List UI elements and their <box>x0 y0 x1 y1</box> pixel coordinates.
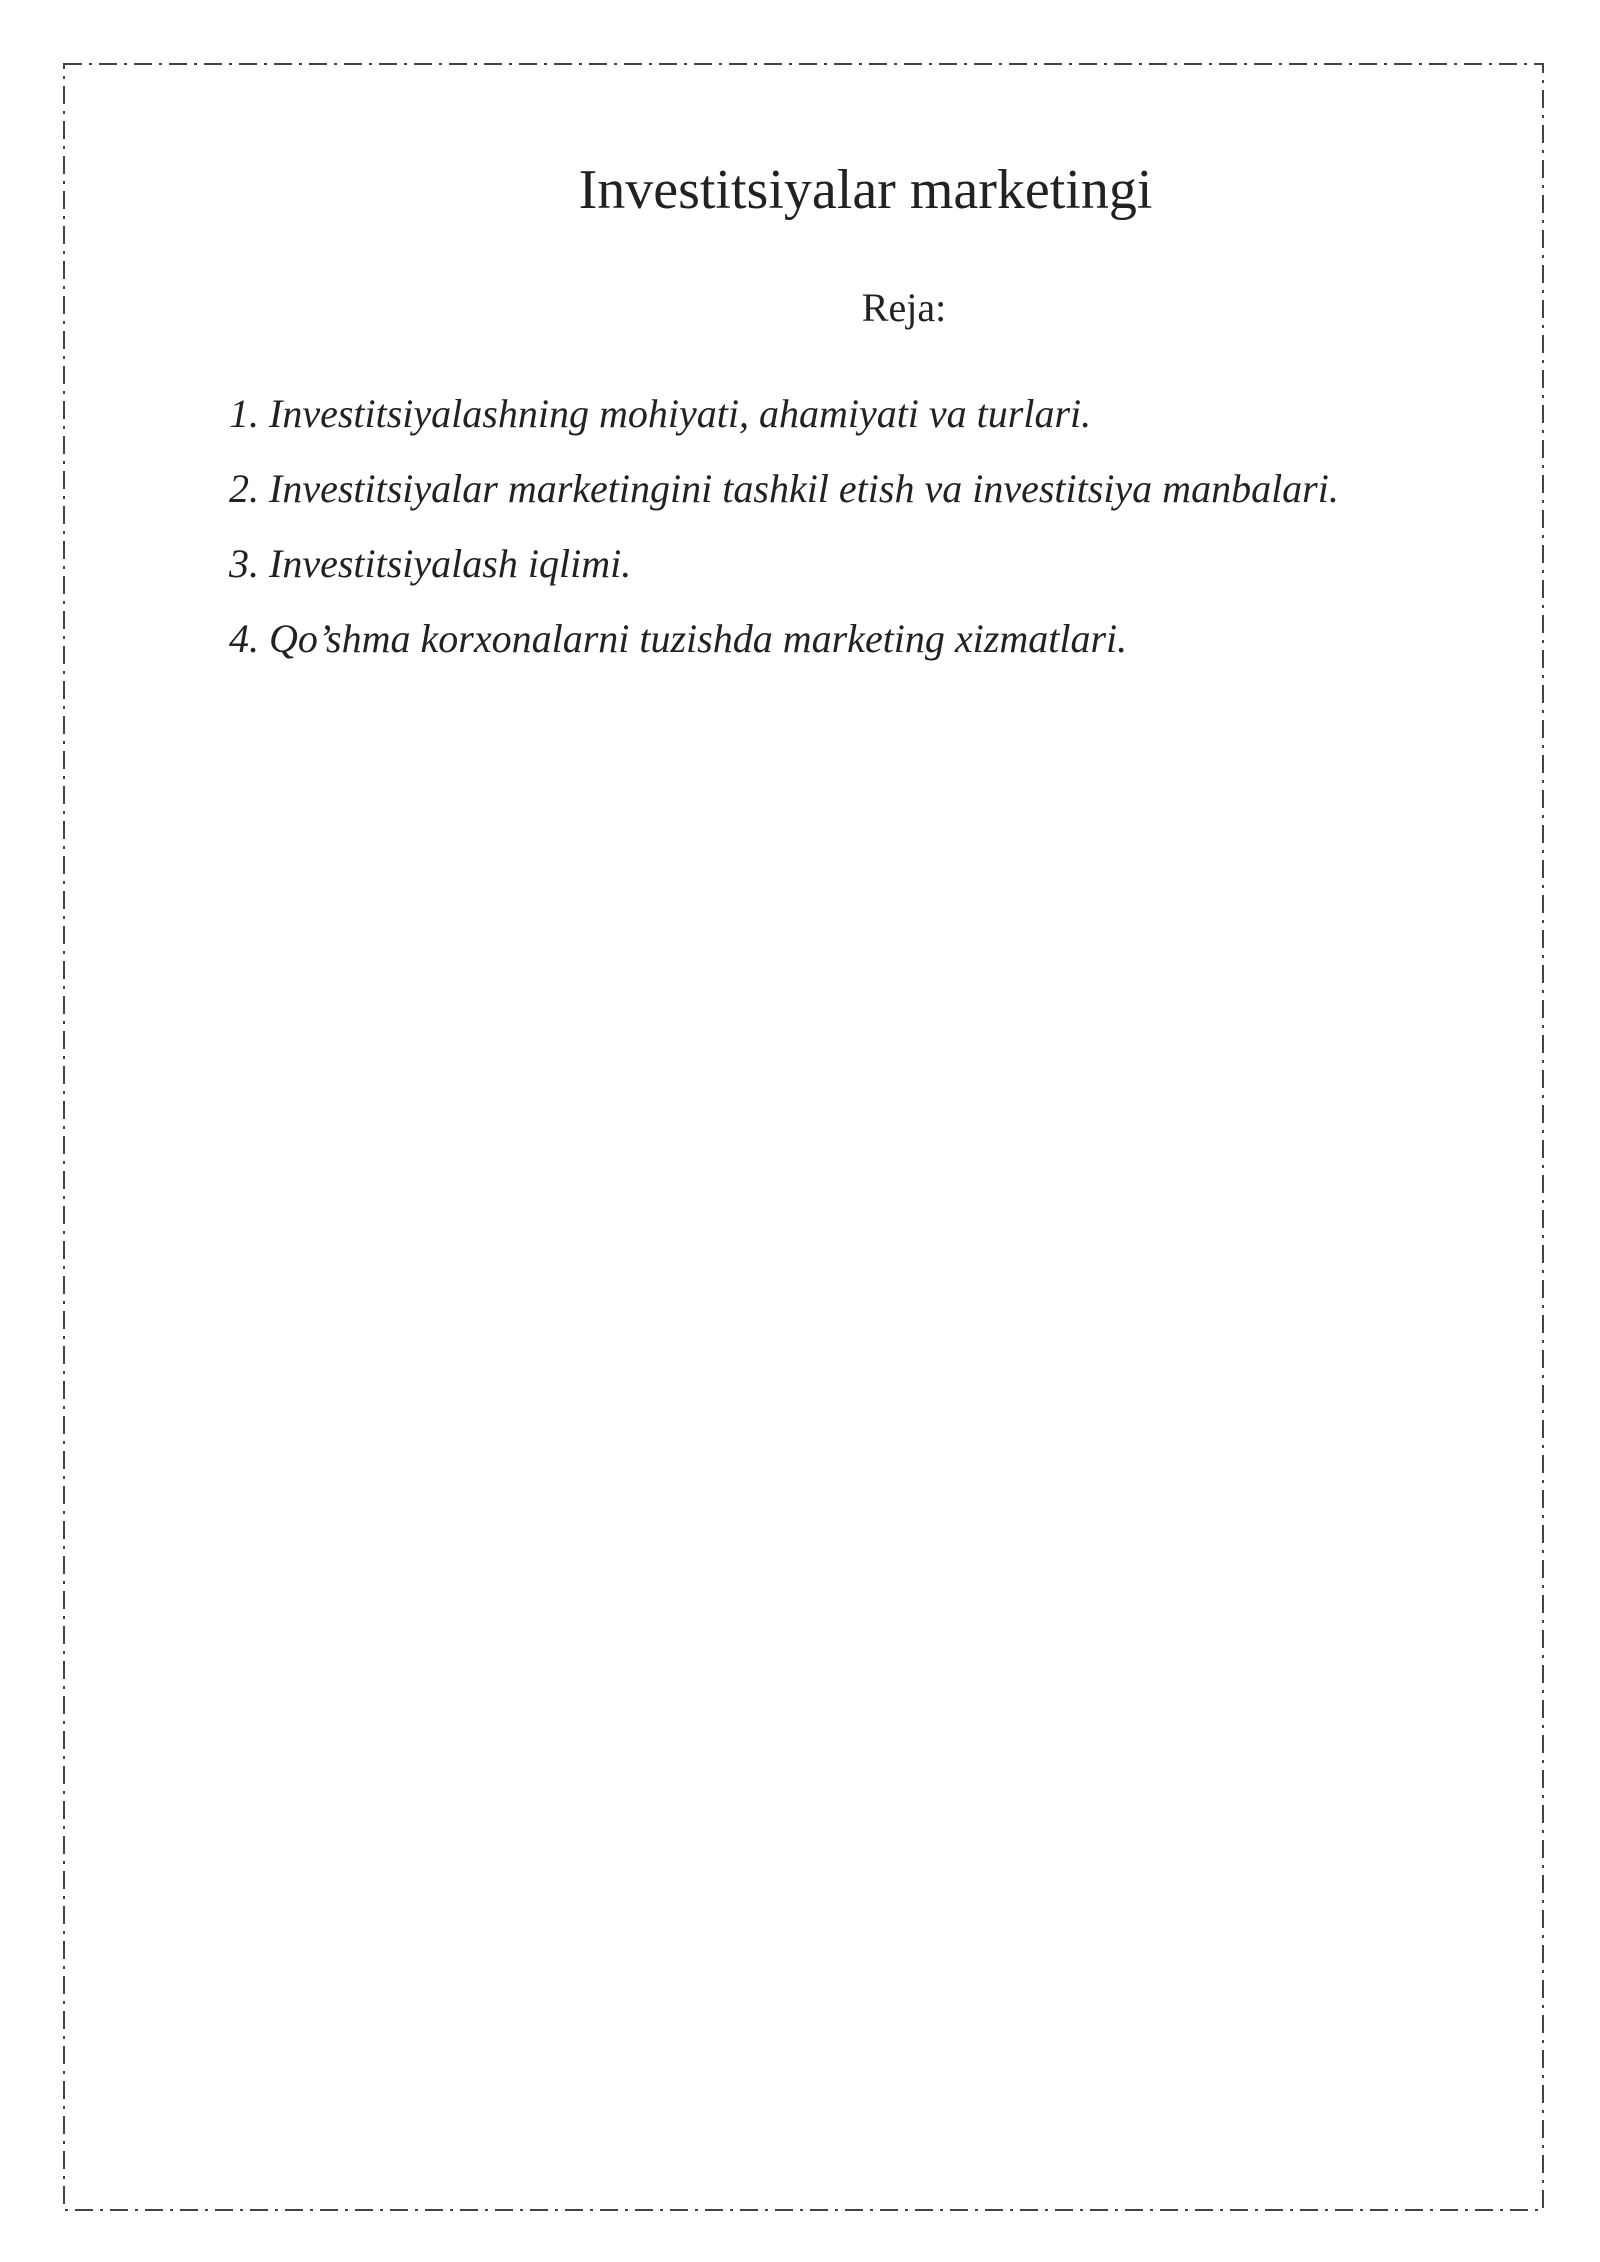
plan-list <box>229 389 1339 689</box>
page-border <box>63 63 1544 2211</box>
document-title: Investitsiyalar marketingi <box>578 159 1153 221</box>
plan-item-1: 1. Investitsiyalashning mohiyati, ahamiyati va turlari. <box>229 391 1092 436</box>
plan-item-4: 4. Qo’shma korxonalarni tuzishda marketing xizmatlari. <box>229 616 1128 661</box>
plan-item-2: 2. Investitsiyalar marketingini tashkil etish va investitsiya manbalari. <box>229 466 1339 511</box>
plan-item-3: 3. Investitsiyalash iqlimi. <box>229 541 632 586</box>
plan-heading: Reja: <box>861 285 947 330</box>
dash-dot-border <box>63 63 1544 2211</box>
